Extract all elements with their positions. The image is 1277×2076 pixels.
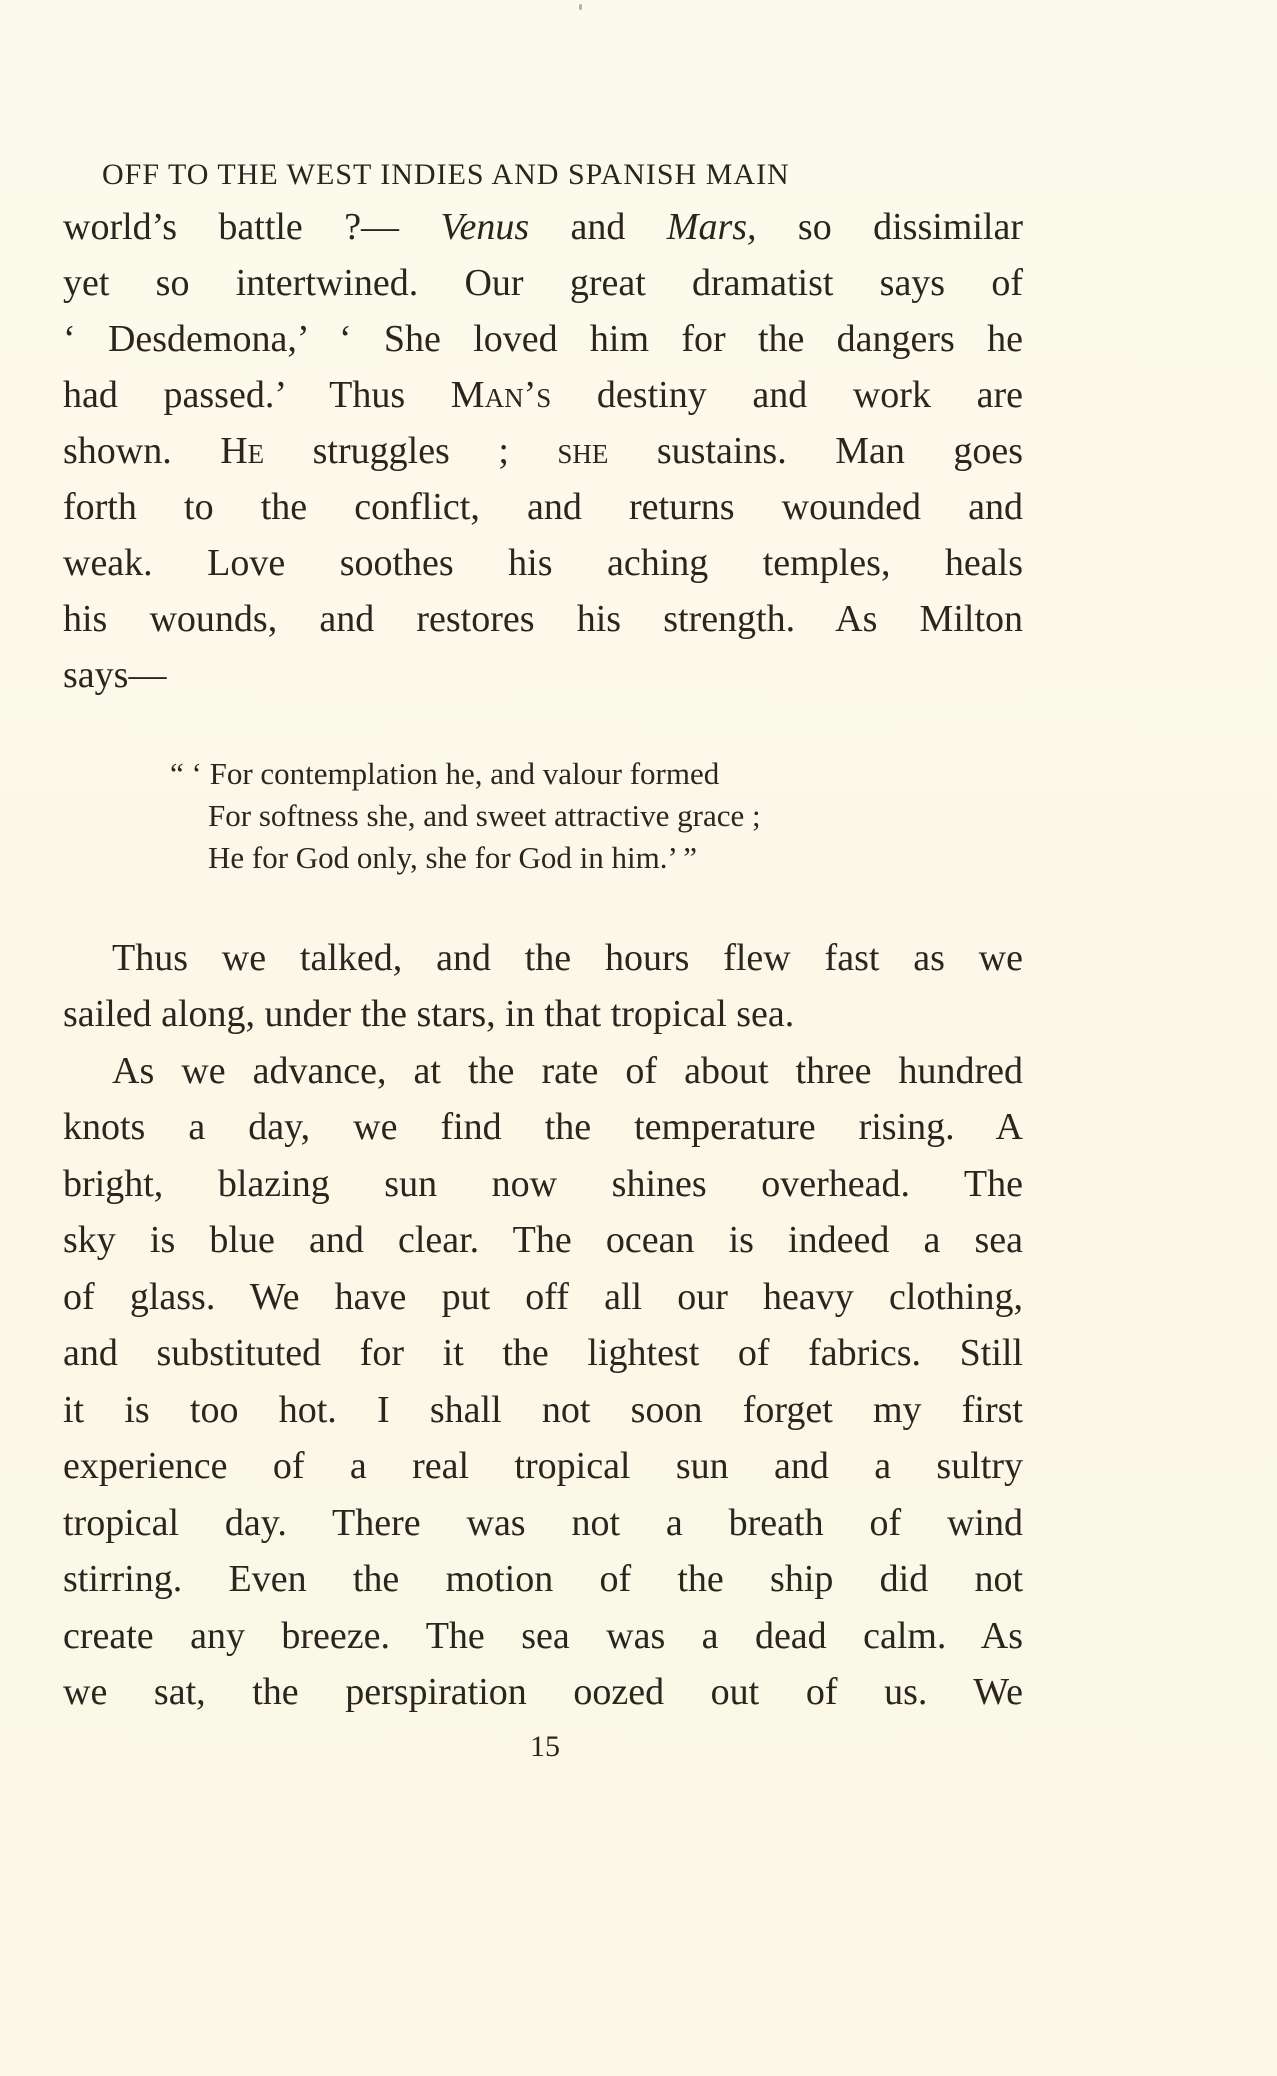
text-line: stirring. Even the motion of the ship did not: [63, 1558, 1023, 1600]
text-line: tropical day. There was not a breath of wind: [63, 1502, 1023, 1544]
text-line: create any breeze. The sea was a dead calm. As: [63, 1615, 1023, 1657]
text-line: it is too hot. I shall not soon forget my first: [63, 1389, 1023, 1431]
text-line: shown. He struggles ; she sustains. Man goes: [63, 430, 1023, 472]
text-line: we sat, the perspiration oozed out of us. We: [63, 1671, 1023, 1713]
text-line: says—: [63, 654, 167, 696]
text-line: bright, blazing sun now shines overhead. The: [63, 1163, 1023, 1205]
text-line: weak. Love soothes his aching temples, heals: [63, 542, 1023, 584]
text-line: knots a day, we find the temperature rising. A: [63, 1106, 1023, 1148]
small-caps-mans: Man’s: [450, 374, 552, 416]
text-line: yet so intertwined. Our great dramatist says of: [63, 262, 1023, 304]
italic-mars: Mars,: [666, 206, 757, 248]
text-line: and substituted for it the lightest of fabrics. Still: [63, 1332, 1023, 1374]
text-line: ‘ Desdemona,’ ‘ She loved him for the dangers he: [63, 318, 1023, 360]
text-line: had passed.’ Thus Man’s destiny and work are: [63, 374, 1024, 416]
small-caps-she: she: [557, 430, 609, 472]
text-line: of glass. We have put off all our heavy clothing,: [63, 1276, 1023, 1318]
italic-venus: Venus: [440, 206, 530, 248]
verse-line: He for God only, she for God in him.’ ”: [208, 840, 698, 875]
text-line: As we advance, at the rate of about three hundred: [112, 1050, 1023, 1092]
text-line: world’s battle ?— Venus and Mars, so dissimilar: [63, 206, 1023, 248]
running-head: OFF TO THE WEST INDIES AND SPANISH MAIN: [102, 158, 790, 191]
text-line: forth to the conflict, and returns wounded and: [63, 486, 1023, 528]
verse-line: For softness she, and sweet attractive grace ;: [208, 798, 761, 833]
paper-speck: [579, 4, 582, 10]
text-line: sky is blue and clear. The ocean is indeed a sea: [63, 1219, 1023, 1261]
text-line: experience of a real tropical sun and a sultry: [63, 1445, 1023, 1487]
text-line: his wounds, and restores his strength. As Milton: [63, 598, 1023, 640]
text-line: sailed along, under the stars, in that tropical sea.: [63, 993, 795, 1035]
page-number: 15: [530, 1730, 560, 1763]
verse-line: “ ‘ For contemplation he, and valour formed: [170, 756, 720, 791]
small-caps-he: He: [220, 430, 265, 472]
text-line: Thus we talked, and the hours flew fast as we: [112, 937, 1023, 979]
